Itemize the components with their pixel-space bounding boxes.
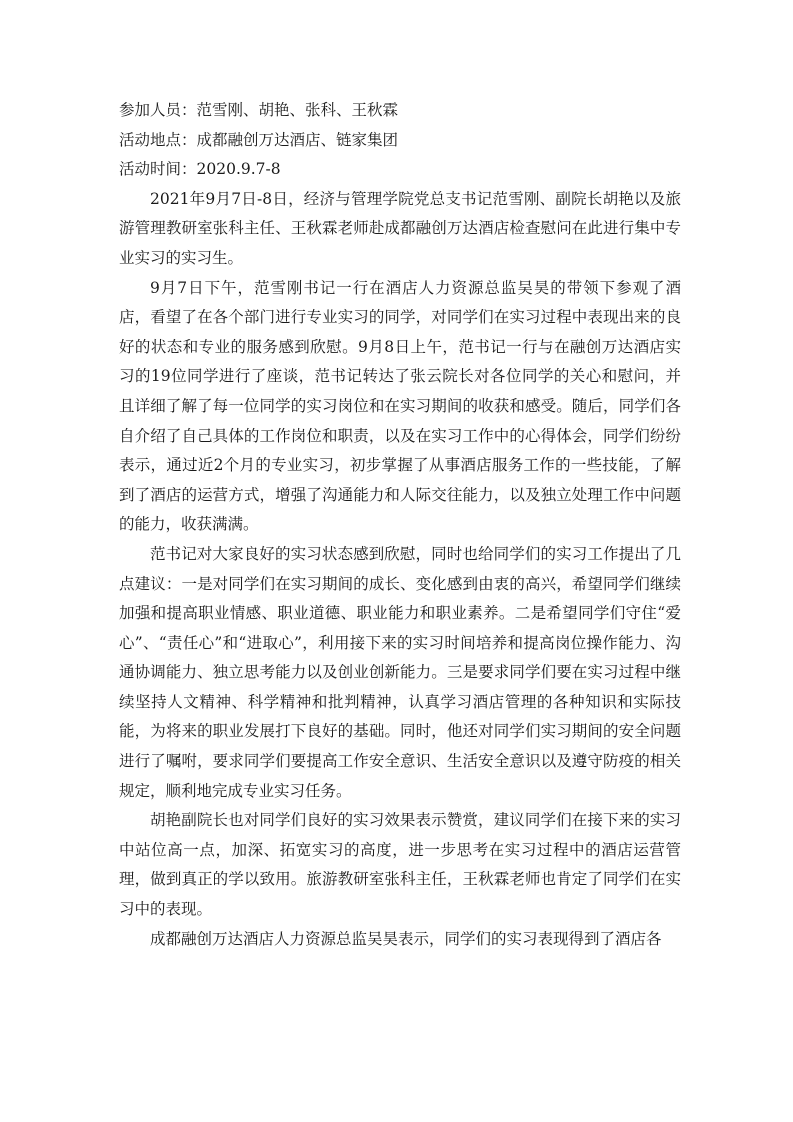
location-line: 活动地点：成都融创万达酒店、链家集团: [119, 130, 399, 149]
paragraph-2: 9月7日下午，范雪刚书记一行在酒店人力资源总监吴昊的带领下参观了酒店，看望了在各个部门进行专业实习的同学，对同学们在实习过程中表现出来的良好的状态和专业的服务感到欣慰。9月8日上午，范书记一行与在融创万达酒店实习的19位同学进行了座谈，范书记转达了张云院长对各位同学的关心和慰问，并且详细了解了每一位同学的实习岗位和在实习期间的收获和感受。随后，同学们各自介绍了自己具体的工作岗位和职责，以及在实习工作中的心得体会，同学们纷纷表示，通过近2个月的专业实习，初步掌握了从事酒店服务工作的一些技能，了解到了酒店的运营方式，增强了沟通能力和人际交往能力，以及独立处理工作中问题的能力，收获满满。: [119, 278, 681, 534]
time-line: 活动时间：2020.9.7-8: [119, 160, 281, 179]
paragraph-5: 成都融创万达酒店人力资源总监吴昊表示，同学们的实习表现得到了酒店各: [150, 929, 662, 948]
paragraph-1: 2021年9月7日-8日，经济与管理学院党总支书记范雪刚、副院长胡艳以及旅游管理教研室张科主任、王秋霖老师赴成都融创万达酒店检查慰问在此进行集中专业实习的实习生。: [119, 189, 681, 267]
paragraph-4: 胡艳副院长也对同学们良好的实习效果表示赞赏，建议同学们在接下来的实习中站位高一点，加深、拓宽实习的高度，进一步思考在实习过程中的酒店运营管理，做到真正的学以致用。旅游教研室张科主任，王秋霖老师也肯定了同学们在实习中的表现。: [119, 811, 681, 919]
paragraph-3: 范书记对大家良好的实习状态感到欣慰，同时也给同学们的实习工作提出了几点建议：一是对同学们在实习期间的成长、变化感到由衷的高兴，希望同学们继续加强和提高职业情感、职业道德、职业能力和职业素养。二是希望同学们守住“爱心”、“责任心”和“进取心”，利用接下来的实习时间培养和提高岗位操作能力、沟通协调能力、独立思考能力以及创业创新能力。三是要求同学们要在实习过程中继续坚持人文精神、科学精神和批判精神，认真学习酒店管理的各种知识和实际技能，为将来的职业发展打下良好的基础。同时，他还对同学们实习期间的安全问题进行了嘱咐，要求同学们要提高工作安全意识、生活安全意识以及遵守防疫的相关规定，顺利地完成专业实习任务。: [119, 544, 681, 800]
participants-line: 参加人员：范雪刚、胡艳、张科、王秋霖: [119, 101, 399, 119]
document-body: [119, 96, 681, 954]
